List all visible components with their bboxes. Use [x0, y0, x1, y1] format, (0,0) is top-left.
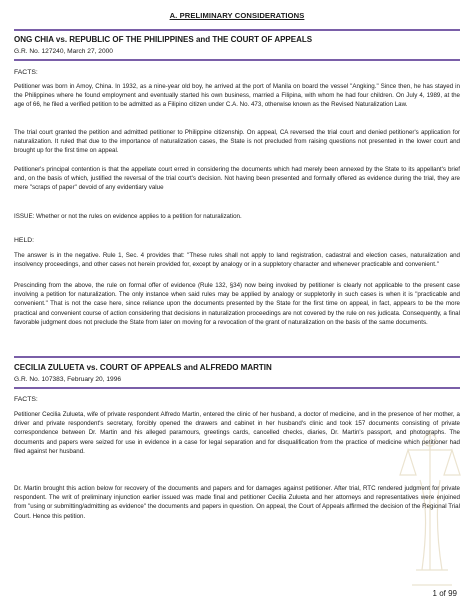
lady-justice-watermark-icon: [390, 420, 470, 600]
case-title: ONG CHIA vs. REPUBLIC OF THE PHILIPPINES and THE COURT OF APPEALS: [14, 35, 313, 44]
facts-label: FACTS:: [14, 396, 38, 403]
facts-paragraph: The trial court granted the petition and admitted petitioner to Philippine citizenship. On appeal, CA reversed the trial court and denied petitioner's application for naturalization. It ruled that due to the importance of naturalization cases, the State is not precluded from raising questions not presented in the lower court and brought up for the first time on appeal.: [14, 129, 460, 155]
page-number: 1 of 99: [432, 589, 457, 598]
case-bottom-divider: [14, 59, 460, 61]
facts-label: FACTS:: [14, 69, 38, 76]
section-heading: A. PRELIMINARY CONSIDERATIONS: [169, 11, 305, 20]
facts-paragraph: Petitioner's principal contention is that the appellate court erred in considering the documents which had merely been annexed by the State to its appellant's brief and, on the basis of which, justified the reversal of the trial court's decision. Not having been presented and formally offered as evidence during the trial, they are mere "scraps of paper" devoid of any evidentiary value: [14, 166, 460, 192]
case-bottom-divider: [14, 387, 460, 389]
case-title: CECILIA ZULUETA vs. COURT OF APPEALS and ALFREDO MARTIN: [14, 363, 272, 372]
held-paragraph: The answer is in the negative. Rule 1, Sec. 4 provides that: "These rules shall not apply to land registration, cadastral and election cases, naturalization and insolvency proceedings, and other cases not herein provided for, except by analogy or in a suppletory character and whenever practicable and convenient.": [14, 252, 460, 269]
case-citation: G.R. No. 127240, March 27, 2000: [14, 48, 113, 55]
case-citation: G.R. No. 107383, February 20, 1996: [14, 376, 122, 383]
case-top-divider: [14, 29, 460, 31]
facts-paragraph: Dr. Martin brought this action below for recovery of the documents and papers and for damages against petitioner. After trial, RTC rendered judgment for private respondent. The writ of preliminary injunction earlier issued was made final and petitioner Cecilia Zulueta and her attorneys and representatives were enjoined from "using or submitting/admitting as evidence" the documents and papers in question. On appeal, the Court of Appeals affirmed the decision of the Regional Trial Court. Hence this petition.: [14, 485, 460, 520]
issue-statement: ISSUE: Whether or not the rules on evidence applies to a petition for naturalization.: [14, 213, 242, 220]
case-top-divider: [14, 356, 460, 358]
facts-paragraph: Petitioner Cecilia Zulueta, wife of private respondent Alfredo Martin, entered the clinic of her husband, a doctor of medicine, and in the presence of her mother, a driver and private respondent's secretary, forcibly opened the drawers and cabinet in her husband's clinic and took 157 documents consisting of private correspondence between Dr. Martin and his alleged paramours, greetings cards, cancelled checks, diaries, Dr. Martin's passport, and photographs. The documents and papers were seized for use in evidence in a case for legal separation and for disqualification from the practice of medicine which petitioner had filed against her husband.: [14, 411, 460, 455]
held-label: HELD:: [14, 237, 35, 244]
held-paragraph: Prescinding from the above, the rule on formal offer of evidence (Rule 132, §34) now being invoked by petitioner is clearly not applicable to the present case involving a petition for naturalization. The only instance when said rules may be applied by analogy or suppletorily in such cases is when it is "practicable and convenient." That is not the case here, since reliance upon the documents presented by the State for the first time on appeal, in fact, appears to be the more practical and convenient course of action considering that decisions in naturalization proceedings are not covered by the rule on res judicata. Consequently, a final favorable judgment does not preclude the State from later on moving for a revocation of the grant of naturalization on the basis of the same documents.: [14, 282, 460, 326]
facts-paragraph: Petitioner was born in Amoy, China. In 1932, as a nine-year old boy, he arrived at the port of Manila on board the vessel "Angking." Since then, he has stayed in the Philippines where he found employment and eventually started his own business, married a Filipina, with whom he had four children. On July 4, 1989, at the age of 66, he filed a verified petition to be admitted as a Filipino citizen under C.A. No. 473, otherwise known as the Revised Naturalization Law.: [14, 83, 460, 109]
